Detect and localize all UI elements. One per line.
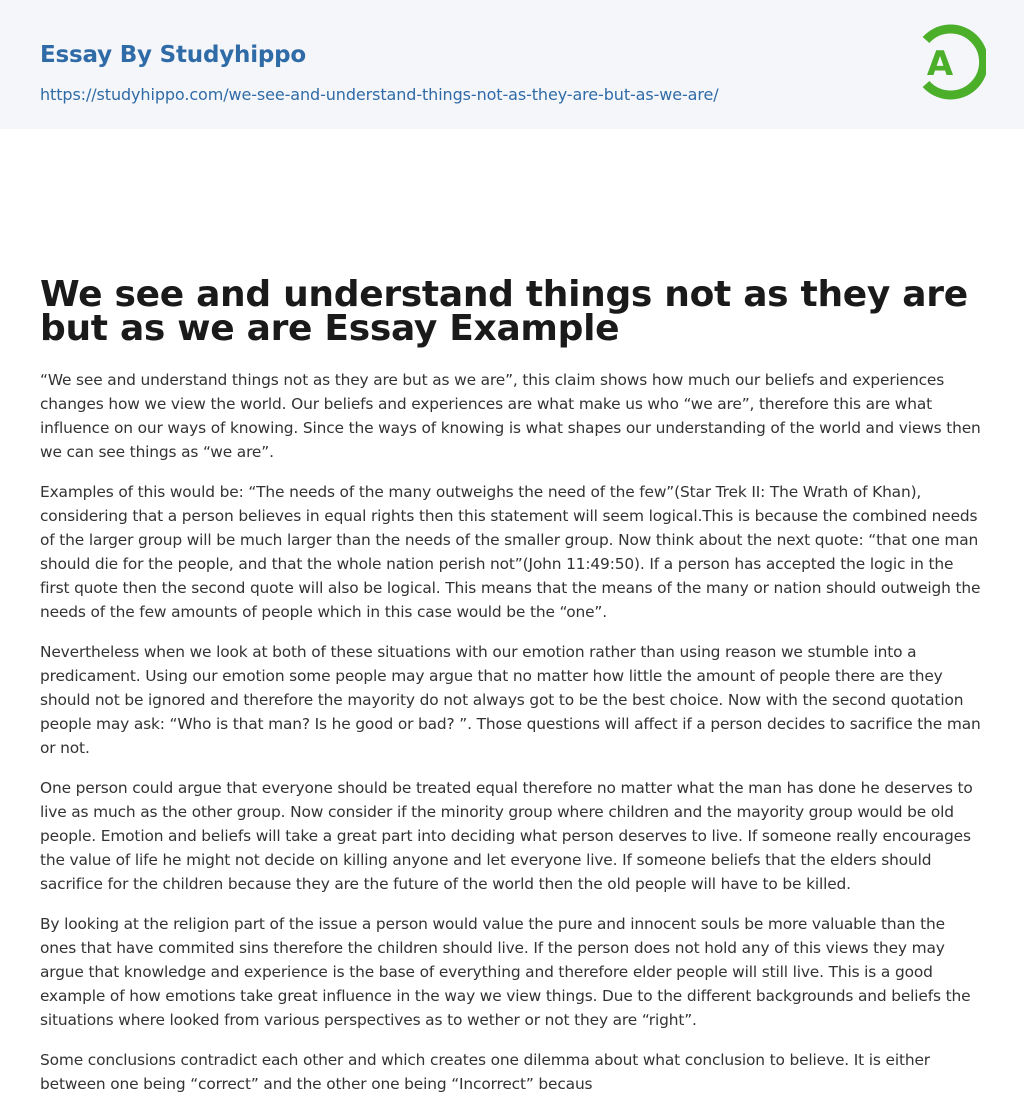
essay-paragraph-2: Examples of this would be: “The needs of the many outweighs the need of the few”(Star Trek II: The Wrath of Khan), considering that a person believes in equal rights then this statement will seem logical.This is because the combined needs of the larger group will be much larger than the needs of the smaller group. Now think about the next quote: “that one man should die for the people, and that the whole nation perish not”(John 11:49:50). If a person has accepted the logic in the first quote then the second quote will also be logical. This means that the means of the many or nation should outweigh the needs of the few amounts of people which in this case would be the “one”. — [40, 483, 981, 621]
essay-paragraph-4: One person could argue that everyone should be treated equal therefore no matter what the man has done he deserves to live as much as the other group. Now consider if the minority group where children and the mayority group would be old people. Emotion and beliefs will take a great part into deciding what person deserves to live. If someone really encourages the value of life he might not decide on killing anyone and let everyone live. If someone beliefs that the elders should sacrifice for the children because they are the future of the world then the old people will have to be killed. — [40, 779, 973, 893]
essay-url-link[interactable]: https://studyhippo.com/we-see-and-understand-things-not-as-they-are-but-as-we-are/ — [40, 85, 719, 104]
logo-letter: A — [926, 44, 954, 84]
essay-paragraph-6: Some conclusions contradict each other and which creates one dilemma about what conclusion to believe. It is either between one being “correct” and the other one being “Incorrect” becaus — [40, 1051, 930, 1093]
essay-paragraph-1: “We see and understand things not as they are but as we are”, this claim shows how much our beliefs and experiences changes how we view the world. Our beliefs and experiences are what make us who “we are”, therefore this are what influence on our ways of knowing. Since the ways of knowing is what shapes our understanding of the world and views then we can see things as “we are”. — [40, 371, 981, 461]
essay-title: We see and understand things not as they are but as we are Essay Example — [40, 274, 968, 349]
studyhippo-logo-icon[interactable] — [912, 18, 986, 106]
essay-paragraph-3: Nevertheless when we look at both of these situations with our emotion rather than using reason we stumble into a predicament. Using our emotion some people may argue that no matter how little the amount of people there are they should not be ignored and therefore the mayority do not always got to be the best choice. Now with the second quotation people may ask: “Who is that man? Is he good or bad? ”. Those questions will affect if a person decides to sacrifice the man or not. — [40, 643, 981, 757]
essay-main — [0, 129, 1024, 1096]
site-header — [0, 0, 1024, 129]
brand-title[interactable]: Essay By Studyhippo — [40, 42, 307, 68]
essay-paragraph-5: By looking at the religion part of the issue a person would value the pure and innocent souls be more valuable than the ones that have commited sins therefore the children should live. If the person does not hold any of this views they may argue that knowledge and experience is the base of everything and therefore elder people will still live. This is a good example of how emotions take great influence in the way we view things. Due to the different backgrounds and beliefs the situations where looked from various perspectives as to wether or not they are “right”. — [40, 915, 971, 1029]
essay-body — [40, 368, 984, 1096]
